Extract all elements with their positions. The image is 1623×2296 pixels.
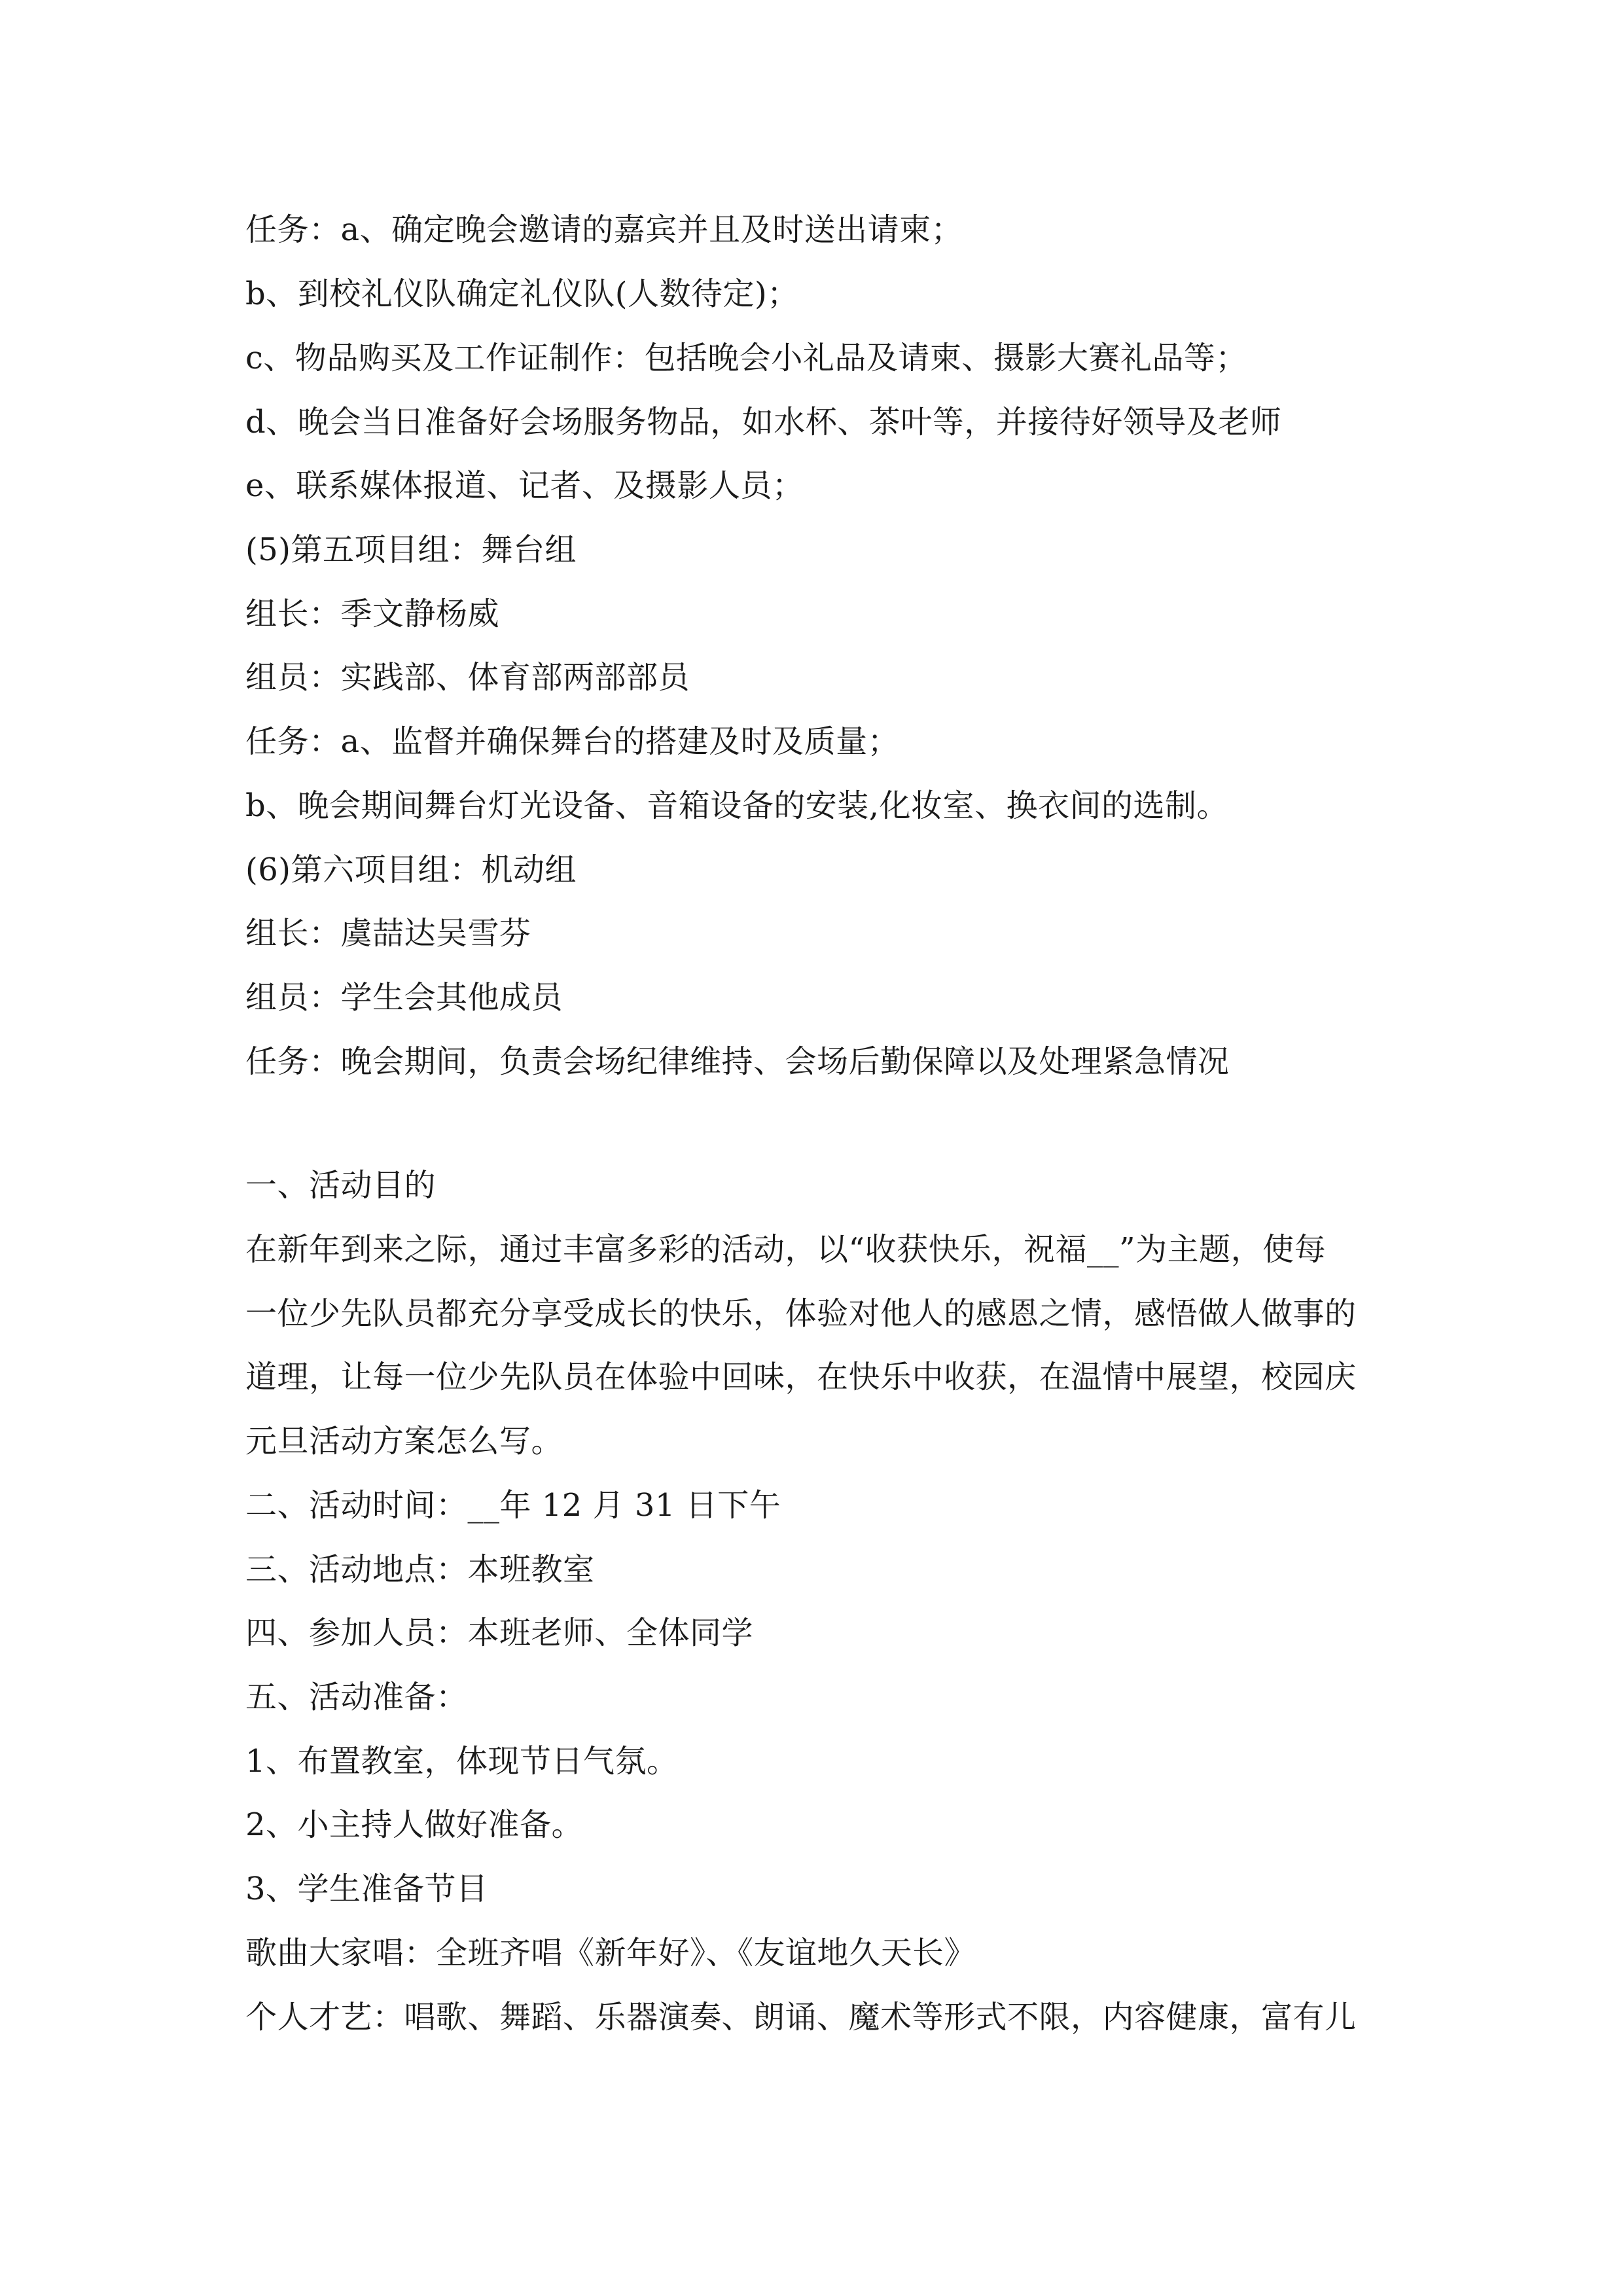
section-heading: 一、活动目的 bbox=[245, 1167, 437, 1204]
text-line: (5)第五项目组：舞台组 bbox=[245, 531, 577, 568]
section-heading: 四、参加人员：本班老师、全体同学 bbox=[245, 1615, 754, 1651]
text-line: 一位少先队员都充分享受成长的快乐，体验对他人的感恩之情，感悟做人做事的 bbox=[245, 1295, 1357, 1332]
text-line: 个人才艺：唱歌、舞蹈、乐器演奏、朗诵、魔术等形式不限，内容健康，富有儿 bbox=[245, 1999, 1357, 2036]
text-line: d、晚会当日准备好会场服务物品，如水杯、茶叶等，并接待好领导及老师 bbox=[245, 404, 1282, 440]
text-line: (6)第六项目组：机动组 bbox=[245, 852, 577, 888]
text-line: b、到校礼仪队确定礼仪队(人数待定)； bbox=[245, 276, 799, 312]
text-line: 任务：晚会期间，负责会场纪律维持、会场后勤保障以及处理紧急情况 bbox=[245, 1043, 1230, 1080]
text-line: 组长：季文静杨威 bbox=[245, 596, 500, 632]
list-item: 2、小主持人做好准备。 bbox=[245, 1806, 584, 1843]
text-line: 歌曲大家唱：全班齐唱《新年好》、《友谊地久天长》 bbox=[245, 1935, 976, 1971]
text-line: 道理，让每一位少先队员在体验中回味，在快乐中收获，在温情中展望，校园庆 bbox=[245, 1359, 1357, 1395]
text-line: 组长：虞喆达吴雪芬 bbox=[245, 915, 531, 952]
text-line: b、晚会期间舞台灯光设备、音箱设备的安装,化妆室、换衣间的选制。 bbox=[245, 787, 1228, 824]
text-line: 元旦活动方案怎么写。 bbox=[245, 1423, 563, 1460]
text-line: 在新年到来之际，通过丰富多彩的活动，以“收获快乐，祝福__”为主题，使每 bbox=[245, 1231, 1327, 1268]
section-heading: 二、活动时间：__年 12 月 31 日下午 bbox=[245, 1487, 781, 1524]
text-line: 组员：学生会其他成员 bbox=[245, 979, 563, 1016]
list-item: 3、学生准备节目 bbox=[245, 1871, 488, 1907]
section-heading: 三、活动地点：本班教室 bbox=[245, 1551, 595, 1588]
text-line: 组员：实践部、体育部两部部员 bbox=[245, 659, 690, 696]
text-line: 任务：a、确定晚会邀请的嘉宾并且及时送出请柬； bbox=[245, 211, 963, 248]
text-line: c、物品购买及工作证制作：包括晚会小礼品及请柬、摄影大赛礼品等； bbox=[245, 340, 1247, 376]
list-item: 1、布置教室，体现节日气氛。 bbox=[245, 1743, 679, 1780]
section-heading: 五、活动准备： bbox=[245, 1679, 468, 1715]
text-line: e、联系媒体报道、记者、及摄影人员； bbox=[245, 467, 804, 504]
text-line: 任务：a、监督并确保舞台的搭建及时及质量； bbox=[245, 723, 900, 760]
